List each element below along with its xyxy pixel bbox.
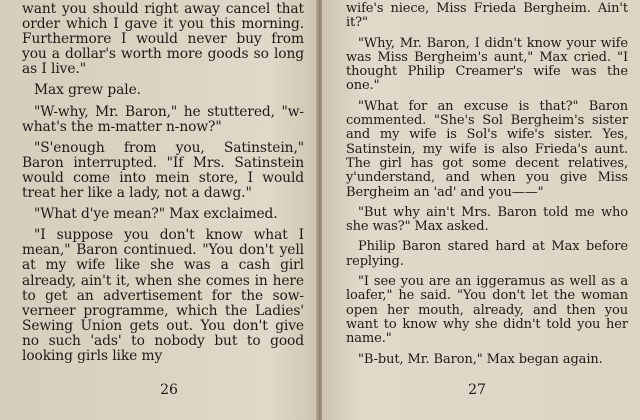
paragraph: Max grew pale. [34,82,141,99]
page-number: 26 [160,382,178,398]
paragraph: "What d'ye mean?" Max exclaimed. [34,206,278,223]
left-page [0,0,318,420]
paragraph: "What for an excuse is that?" Baron commented. "She's Sol Bergheim's sister and my wife is Sol's wife's sister. Yes, Satinstein, my wife is also Frieda's aunt. The girl has got some decent relatives, y'understand, and when you give Miss Bergheim an 'ad' and you——" [346,98,628,200]
paragraph: want you should right away cancel that order which I gave it you this morning. Furthermore I would never buy from you a dollar's worth more goods so long as I live." [22,1,304,78]
paragraph: Philip Baron stared hard at Max before replying. [346,239,628,269]
left-page-text [22,2,304,370]
paragraph: "I see you are an iggeramus as well as a loafer," he said. "You don't let the woman open her mouth, already, and then you want to know why she didn't told you her name." [346,274,628,347]
paragraph: wife's niece, Miss Frieda Bergheim. Ain't it?" [346,1,628,31]
page-number: 27 [468,382,486,398]
paragraph: "But why ain't Mrs. Baron told me who she was?" Max asked. [346,204,628,235]
paragraph: "Why, Mr. Baron, I didn't know your wife was Miss Bergheim's aunt," Max cried. "I thought Philip Creamer's wife was the one." [346,35,628,94]
paragraph: "B-but, Mr. Baron," Max began again. [358,351,603,367]
paragraph: "S'enough from you, Satinstein," Baron interrupted. "If Mrs. Satinstein would come into mein store, I would treat her like a lady, not a dawg." [22,139,304,202]
right-page [322,0,640,420]
right-page-text [346,2,628,373]
paragraph: "W-why, Mr. Baron," he stuttered, "w-what's the m-matter n-now?" [22,103,304,135]
paragraph: "I suppose you don't know what I mean," Baron continued. "You don't yell at my wife like she was a cash girl already, ain't it, when she comes in here to get an advertisement for the sow-verneer programme, which the Ladies' Sewing Union gets out. You don't give no such 'ads' to nobody but to good looking girls like my [22,227,304,364]
